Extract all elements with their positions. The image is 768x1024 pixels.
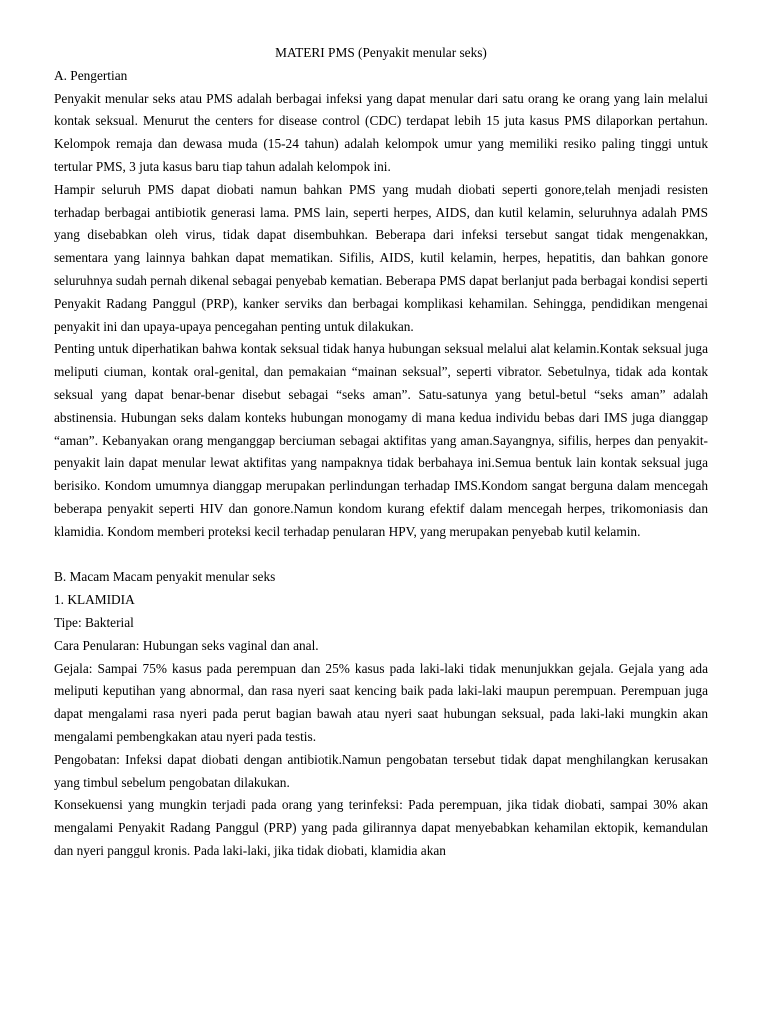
- blank-line: [54, 544, 708, 567]
- paragraph-definition: Penyakit menular seks atau PMS adalah berbagai infeksi yang dapat menular dari satu orang ke orang yang lain melalui kontak seksual. Menurut the centers for disease control (CDC) terdapat lebih 15 juta kasus PMS dilaporkan pertahun. Kelompok remaja dan dewasa muda (15-24 tahun) adalah kelompok umur yang memiliki resiko paling tinggi untuk tertular PMS, 3 juta kasus baru tiap tahun adalah kelompok ini.: [54, 90, 708, 174]
- disease-symptoms: Gejala: Sampai 75% kasus pada perempuan dan 25% kasus pada laki-laki tidak menunjukkan gejala. Gejala yang ada meliputi keputihan yang abnormal, dan rasa nyeri saat kencing baik pada laki-laki maupun perempuan. Perempuan juga dapat mengalami rasa nyeri pada perut bagian bawah atau nyeri saat hubungan seksual, pada laki-laki mungkin akan mengalami pembengkakan atau nyeri pada testis.: [54, 660, 708, 744]
- paragraph-sexual-contact: Penting untuk diperhatikan bahwa kontak seksual tidak hanya hubungan seksual melalui alat kelamin.Kontak seksual juga meliputi ciuman, kontak oral-genital, dan pemakaian “mainan seksual”, seperti vibrator. Sebetulnya, tidak ada kontak seksual yang dapat benar-benar disebut sebagai “seks aman”. Satu-satunya yang betul-betul “seks aman” adalah abstinensia. Hubungan seks dalam konteks hubungan monogamy di mana kedua individu bebas dari IMS juga dianggap “aman”. Kebanyakan orang menganggap berciuman sebagai aktifitas yang aman.Sayangnya, sifilis, herpes dan penyakit-penyakit lain dapat menular lewat aktifitas yang nampaknya tidak berbahaya ini.Semua bentuk lain kontak seksual juga berisiko. Kondom umumnya dianggap merupakan perlindungan terhadap IMS.Kondom sangat berguna dalam mencegah beberapa penyakit seperti HIV dan gonore.Namun kondom kurang efektif dalam mencegah herpes, trikomoniasis dan klamidia. Kondom memberi proteksi kecil terhadap penularan HPV, yang merupakan penyebab kutil kelamin.: [54, 341, 708, 539]
- document-page: [54, 42, 708, 863]
- disease-heading-klamidia: 1. KLAMIDIA: [54, 592, 135, 608]
- document-title: MATERI PMS (Penyakit menular seks): [275, 45, 487, 60]
- disease-transmission: Cara Penularan: Hubungan seks vaginal dan anal.: [54, 637, 319, 653]
- section-b-heading: B. Macam Macam penyakit menular seks: [54, 569, 276, 585]
- disease-consequences: Konsekuensi yang mungkin terjadi pada orang yang terinfeksi: Pada perempuan, jika tidak diobati, sampai 30% akan mengalami Penyakit Radang Panggul (PRP) yang pada gilirannya dapat menyebabkan kehamilan ektopik, kemandulan dan nyeri panggul kronis. Pada laki-laki, jika tidak diobati, klamidia akan: [54, 797, 708, 858]
- paragraph-treatability: Hampir seluruh PMS dapat diobati namun bahkan PMS yang mudah diobati seperti gonore,telah menjadi resisten terhadap berbagai antibiotik generasi lama. PMS lain, seperti herpes, AIDS, dan kutil kelamin, seluruhnya adalah PMS yang disebabkan oleh virus, tidak dapat disembuhkan. Beberapa dari infeksi tersebut sangat tidak mengenakkan, sementara yang lainnya bahkan dapat mematikan. Sifilis, AIDS, kutil kelamin, herpes, hepatitis, dan bahkan gonore seluruhnya sudah pernah dikenal sebagai penyebab kematian. Beberapa PMS dapat berlanjut pada berbagai kondisi seperti Penyakit Radang Panggul (PRP), kanker serviks dan berbagai komplikasi kehamilan. Sehingga, pendidikan mengenai penyakit ini dan upaya-upaya pencegahan penting untuk dilakukan.: [54, 181, 708, 334]
- disease-treatment: Pengobatan: Infeksi dapat diobati dengan antibiotik.Namun pengobatan tersebut tidak dapat menghilangkan kerusakan yang timbul sebelum pengobatan dilakukan.: [54, 751, 708, 790]
- section-a-heading: A. Pengertian: [54, 67, 128, 83]
- disease-type: Tipe: Bakterial: [54, 614, 134, 630]
